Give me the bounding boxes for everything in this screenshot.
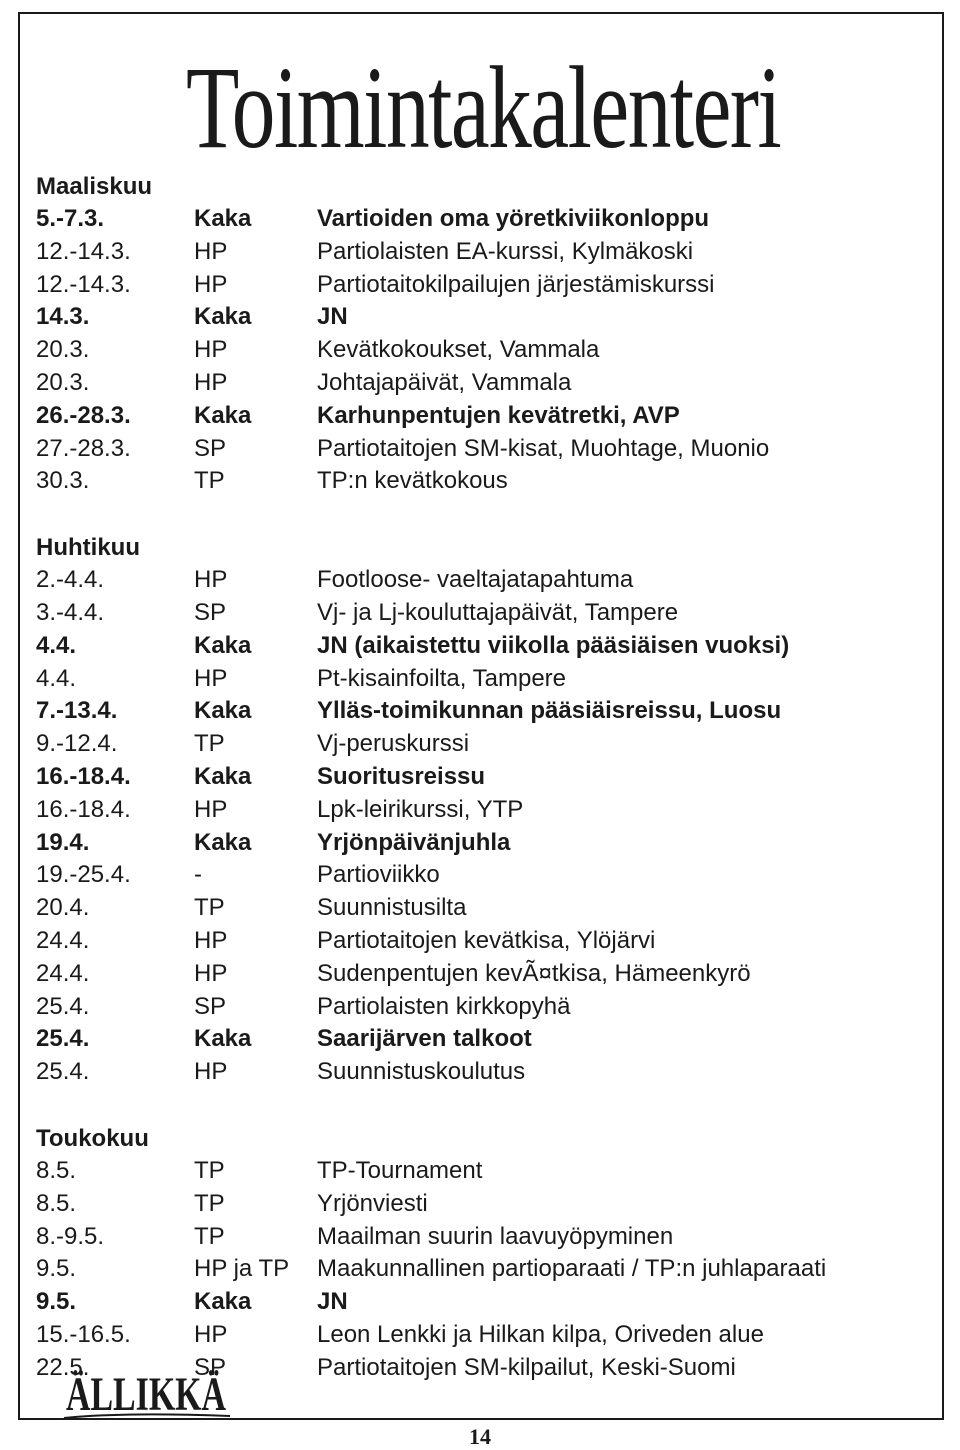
event-row (36, 663, 916, 696)
event-row (36, 958, 916, 991)
event-organizer: HP ja TP (194, 1255, 290, 1283)
event-row (36, 564, 916, 597)
event-date: 12.-14.3. (36, 237, 131, 265)
event-row (36, 301, 916, 334)
event-title: Karhunpentujen kevätretki, AVP (317, 401, 680, 429)
event-date: 16.-18.4. (36, 762, 131, 790)
event-row (36, 465, 916, 498)
event-date: 25.4. (36, 1025, 90, 1053)
event-organizer: HP (194, 795, 228, 823)
event-organizer: SP (194, 598, 227, 626)
event-date: 20.4. (36, 894, 90, 922)
event-date: 3.-4.4. (36, 598, 105, 626)
event-date: 9.5. (36, 1288, 77, 1316)
event-organizer: HP (194, 1320, 228, 1348)
event-organizer: Kaka (194, 1288, 252, 1316)
event-row (36, 1253, 916, 1286)
event-title: Partiotaitojen kevätkisa, Ylöjärvi (317, 926, 656, 954)
event-organizer: HP (194, 959, 228, 987)
event-title: Ylläs-toimikunnan pääsiäisreissu, Luosu (317, 697, 782, 725)
event-date: 8.5. (36, 1156, 77, 1184)
event-title: Suoritusreissu (317, 762, 486, 790)
event-row (36, 334, 916, 367)
page-title: Toimintakalenteri (186, 42, 781, 173)
event-organizer: TP (194, 894, 225, 922)
event-date: 22.5. (36, 1353, 90, 1381)
event-title: TP:n kevätkokous (317, 467, 508, 495)
event-title: Yrjönviesti (317, 1189, 428, 1217)
event-date: 14.3. (36, 303, 90, 331)
event-date: 24.4. (36, 926, 90, 954)
event-organizer: SP (194, 992, 227, 1020)
event-title: Vj-peruskurssi (317, 730, 470, 758)
event-organizer: Kaka (194, 762, 252, 790)
event-row (36, 236, 916, 269)
event-date: 25.4. (36, 992, 90, 1020)
event-row (36, 1319, 916, 1352)
event-title: TP-Tournament (317, 1156, 483, 1184)
event-title: Suunnistuskoulutus (317, 1058, 526, 1086)
event-calendar (36, 170, 916, 1385)
event-organizer: Kaka (194, 828, 252, 856)
event-title: Leon Lenkki ja Hilkan kilpa, Oriveden alue (317, 1320, 764, 1348)
event-date: 9.5. (36, 1255, 77, 1283)
event-title: JN (317, 1288, 348, 1316)
event-date: 19.-25.4. (36, 861, 131, 889)
event-title: Kevätkokoukset, Vammala (317, 336, 600, 364)
event-row (36, 1188, 916, 1221)
event-title: Lpk-leirikurssi, YTP (317, 795, 524, 823)
event-organizer: HP (194, 664, 228, 692)
event-organizer: Kaka (194, 205, 252, 232)
event-organizer: TP (194, 1189, 225, 1217)
event-date: 20.3. (36, 336, 90, 364)
event-title: Partiolaisten kirkkopyhä (317, 992, 571, 1020)
event-date: 5.-7.3. (36, 205, 105, 232)
event-organizer: HP (194, 237, 228, 265)
event-organizer: HP (194, 270, 228, 298)
event-title: Vartioiden oma yöretkiviikonloppu (317, 205, 710, 232)
event-title: Sudenpentujen kevÃ¤tkisa, Hämeenkyrö (317, 959, 751, 987)
event-title: Pt-kisainfoilta, Tampere (317, 664, 566, 692)
month-heading: Toukokuu (36, 1124, 149, 1152)
event-date: 7.-13.4. (36, 697, 118, 725)
event-row (36, 827, 916, 860)
event-organizer: HP (194, 336, 228, 364)
event-title: Partiotaitojen SM-kisat, Muohtage, Muonio (317, 434, 770, 462)
event-organizer: HP (194, 1058, 228, 1086)
event-date: 30.3. (36, 467, 90, 495)
event-row (36, 367, 916, 400)
event-date: 8.5. (36, 1189, 77, 1217)
event-row (36, 892, 916, 925)
event-organizer: TP (194, 1156, 225, 1184)
event-row (36, 761, 916, 794)
event-date: 2.-4.4. (36, 566, 105, 594)
event-organizer: HP (194, 566, 228, 594)
month-heading: Huhtikuu (36, 534, 140, 562)
event-date: 27.-28.3. (36, 434, 131, 462)
event-row (36, 991, 916, 1024)
event-title: Maakunnallinen partioparaati / TP:n juhlaparaati (317, 1255, 827, 1283)
event-date: 4.4. (36, 664, 77, 692)
allikka-logo (62, 1360, 232, 1422)
event-row (36, 728, 916, 761)
event-organizer: TP (194, 467, 225, 495)
event-organizer: HP (194, 368, 228, 396)
event-row (36, 597, 916, 630)
event-title: Partiotaitokilpailujen järjestämiskurssi (317, 270, 715, 298)
event-date: 8.-9.5. (36, 1222, 105, 1250)
event-row (36, 794, 916, 827)
event-date: 25.4. (36, 1058, 90, 1086)
event-title: Partiolaisten EA-kurssi, Kylmäkoski (317, 237, 694, 265)
event-row (36, 695, 916, 728)
event-title: Maailman suurin laavuyöpyminen (317, 1222, 674, 1250)
event-date: 20.3. (36, 368, 90, 396)
event-row (36, 630, 916, 663)
event-row (36, 433, 916, 466)
event-row (36, 400, 916, 433)
event-organizer: Kaka (194, 1025, 252, 1053)
event-date: 19.4. (36, 828, 90, 856)
event-organizer: SP (194, 1353, 227, 1381)
month-heading: Maaliskuu (36, 173, 153, 200)
event-title: Vj- ja Lj-kouluttajapäivät, Tampere (317, 598, 679, 626)
page-number: 14 (469, 1424, 491, 1449)
event-title: Saarijärven talkoot (317, 1025, 532, 1053)
event-date: 12.-14.3. (36, 270, 131, 298)
event-title: Yrjönpäivänjuhla (317, 828, 511, 856)
event-organizer: Kaka (194, 401, 252, 429)
event-date: 15.-16.5. (36, 1320, 131, 1348)
event-title: Partiotaitojen SM-kilpailut, Keski-Suomi (317, 1353, 736, 1381)
event-organizer: Kaka (194, 631, 252, 659)
event-date: 24.4. (36, 959, 90, 987)
svg-text:ÄLLIKKÄ: ÄLLIKKÄ (66, 1368, 227, 1421)
event-organizer: - (194, 861, 202, 889)
event-row (36, 925, 916, 958)
event-title: JN (317, 303, 348, 331)
event-organizer: TP (194, 1222, 225, 1250)
event-title: Suunnistusilta (317, 894, 467, 922)
event-row (36, 1155, 916, 1188)
event-organizer: Kaka (194, 697, 252, 725)
event-organizer: SP (194, 434, 227, 462)
event-row (36, 269, 916, 302)
event-title: Johtajapäivät, Vammala (317, 368, 572, 396)
event-organizer: Kaka (194, 303, 252, 331)
event-title: JN (aikaistettu viikolla pääsiäisen vuoksi) (317, 631, 790, 659)
event-date: 16.-18.4. (36, 795, 131, 823)
event-row (36, 1221, 916, 1254)
event-row (36, 859, 916, 892)
event-row (36, 1056, 916, 1089)
event-organizer: TP (194, 730, 225, 758)
event-organizer: HP (194, 926, 228, 954)
event-date: 26.-28.3. (36, 401, 131, 429)
event-title: Footloose- vaeltajatapahtuma (317, 566, 634, 594)
event-row (36, 1023, 916, 1056)
event-row (36, 203, 916, 236)
event-row (36, 1286, 916, 1319)
event-title: Partioviikko (317, 861, 440, 889)
event-date: 4.4. (36, 631, 77, 659)
event-date: 9.-12.4. (36, 730, 118, 758)
